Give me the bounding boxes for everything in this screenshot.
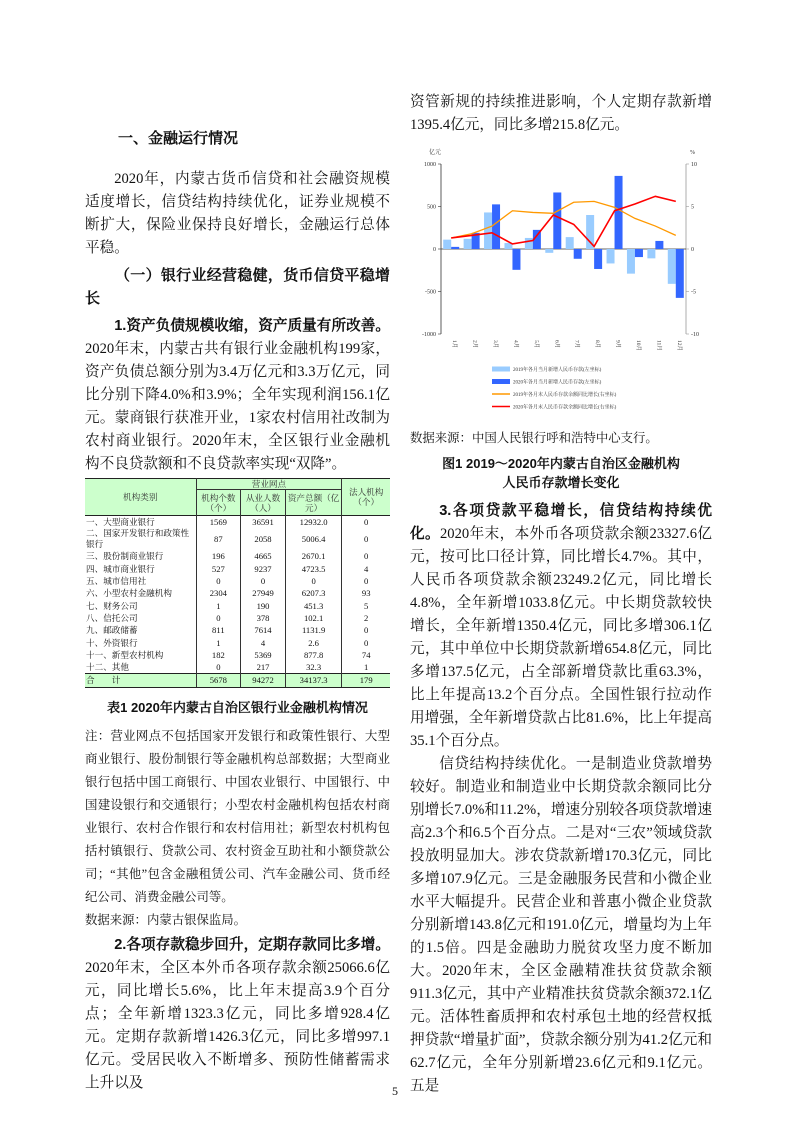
- left-tick-label: 0: [433, 247, 436, 253]
- cell-category: 七、财务公司: [86, 600, 138, 611]
- paragraph-heading: 3.各项贷款平稳增长，信贷结构持续优化。: [410, 503, 712, 542]
- legend-label: 2020年各月当月新增人民币存款(左坐标): [513, 380, 602, 386]
- bar-2019-11月: [647, 249, 655, 258]
- cell-staff: 378: [241, 612, 286, 624]
- figure-caption-line2: 人民币存款增长变化: [502, 475, 620, 490]
- cell-legal: 5: [342, 599, 390, 611]
- cell-legal: 0: [342, 624, 390, 636]
- table-caption: 表1 2020年内蒙古自治区银行业金融机构情况: [107, 699, 368, 715]
- table-row: [85, 575, 390, 587]
- paragraph-credit-structure: 信贷结构持续优化。一是制造业贷款增势较好。制造业和制造业中长期贷款余额同比分别增长7.0%和11.2%，增速分别较各项贷款增速高2.3个和6.5个百分点。二是对“三农”领域贷款投放明显加大。涉农贷款新增170.3亿元，同比多增107.9亿元。三是金融服务民营和小微企业水平大幅提升。民营企业和普惠小微企业贷款分别新增143.8亿元和191.0亿元，增量均为上年的1.5倍。四是金融助力脱贫攻坚力度不断加大。2020年末，全区金融精准扶贫贷款余额911.3亿元，其中产业精准扶贫贷款余额372.1亿元。活体牲畜质押和农村承包土地的经营权抵押贷款“增量扩面”，贷款余额分别为41.2亿元和62.7亿元，全年分别新增23.6亿元和9.1亿元。五是: [410, 756, 712, 1094]
- right-tick-label: 10: [691, 162, 697, 168]
- table-row: [85, 661, 390, 674]
- bar-2019-5月: [525, 238, 533, 249]
- cell-staff: 2058: [241, 528, 286, 550]
- month-label: 2月: [471, 340, 478, 349]
- bar-2020-1月: [451, 247, 459, 249]
- intro-paragraph: 2020年，内蒙古货币信贷和社会融资规模适度增长，信贷结构持续优化，证券业规模不断扩大，保险业保持良好增长，金融运行总体平稳。: [85, 171, 390, 256]
- subsection-title: （一）银行业经营稳健，货币信贷平稳增长: [85, 267, 390, 307]
- cell-category: 合 计: [85, 674, 196, 687]
- table-row: [85, 636, 390, 648]
- paragraph-heading: 2.各项存款稳步回升，定期存款同比多增。: [114, 936, 390, 953]
- deposit-growth-chart: [410, 143, 710, 423]
- right-tick-label: -5: [691, 289, 696, 296]
- cell-staff: 9237: [241, 563, 286, 575]
- month-label: 7月: [573, 340, 580, 349]
- cell-count: 1: [196, 599, 241, 611]
- cell-legal: 179: [342, 674, 390, 687]
- cell-assets: 12932.0: [285, 516, 342, 529]
- section-title: 一、金融运行情况: [118, 130, 239, 147]
- cell-assets: 0: [285, 575, 342, 587]
- bar-2019-2月: [464, 239, 472, 249]
- cell-category: 六、小型农村金融机构: [86, 588, 172, 599]
- cell-staff: 4: [241, 636, 286, 648]
- bar-2020-9月: [615, 176, 623, 249]
- cell-count: 1: [196, 636, 241, 648]
- table-row: [85, 528, 390, 550]
- month-label: 5月: [532, 340, 539, 349]
- cell-assets: 34137.3: [285, 674, 342, 687]
- bar-2020-6月: [553, 192, 561, 249]
- cell-staff: 36591: [241, 516, 286, 529]
- cell-category: 十、外资银行: [86, 637, 138, 648]
- month-label: 6月: [553, 340, 560, 349]
- cell-legal: 1: [342, 661, 390, 674]
- table-row: [85, 612, 390, 624]
- cell-assets: 6207.3: [285, 587, 342, 599]
- paragraph-assets: [85, 315, 390, 476]
- bar-2019-10月: [627, 249, 635, 274]
- bar-2019-7月: [566, 237, 574, 249]
- cell-assets: 877.8: [285, 649, 342, 661]
- month-label: 12月: [675, 340, 682, 352]
- right-tick-label: -10: [691, 332, 699, 338]
- header-staff: 从业人数（人）: [241, 490, 286, 516]
- left-tick-label: 500: [427, 204, 436, 211]
- cell-count: 182: [196, 649, 241, 661]
- cell-legal: 2: [342, 612, 390, 624]
- cell-count: 0: [196, 612, 241, 624]
- bar-2019-12月: [668, 249, 676, 284]
- cell-assets: 102.1: [285, 612, 342, 624]
- cell-staff: 7614: [241, 624, 286, 636]
- cell-legal: 0: [342, 516, 390, 529]
- bar-2020-3月: [492, 204, 500, 249]
- bar-2019-9月: [607, 249, 615, 263]
- month-label: 1月: [451, 340, 458, 349]
- bar-2020-10月: [635, 249, 643, 257]
- cell-category: 十二、其他: [86, 662, 129, 673]
- cell-staff: 27949: [241, 587, 286, 599]
- cell-legal: 0: [342, 550, 390, 562]
- cell-count: 87: [196, 528, 241, 550]
- table-row: [85, 587, 390, 599]
- cell-legal: 0: [342, 528, 390, 550]
- bar-2019-6月: [545, 249, 553, 253]
- table-row: [85, 550, 390, 562]
- bar-2019-1月: [443, 240, 451, 249]
- month-label: 9月: [614, 340, 621, 349]
- figure-caption-line1: 图1 2019～2020年内蒙古自治区金融机构: [442, 456, 680, 471]
- header-category: 机构类别: [85, 479, 196, 516]
- right-tick-label: 5: [691, 204, 694, 211]
- table-row: [85, 516, 390, 529]
- bar-2020-7月: [574, 249, 582, 259]
- legend-label: 2020年各月末人民币存款余额同比增长(右坐标): [513, 405, 617, 411]
- cell-staff: 190: [241, 599, 286, 611]
- cell-category: 四、城市商业银行: [86, 563, 155, 574]
- right-column: [410, 91, 712, 1098]
- cell-category: 二、国家开发银行和政策性银行: [86, 528, 190, 550]
- cell-staff: 94272: [241, 674, 286, 687]
- right-axis-unit: %: [690, 150, 695, 156]
- cell-count: 0: [196, 661, 241, 674]
- paragraph-loans: [410, 500, 712, 753]
- header-count: 机构个数（个）: [196, 490, 241, 516]
- cell-count: 811: [196, 624, 241, 636]
- cell-assets: 2670.1: [285, 550, 342, 562]
- banking-institutions-table: [85, 478, 390, 688]
- cell-assets: 5006.4: [285, 528, 342, 550]
- bar-2019-8月: [586, 215, 594, 249]
- chart-source: 数据来源：中国人民银行呼和浩特中心支行。: [410, 431, 658, 445]
- table-source: 数据来源：内蒙古银保监局。: [85, 912, 247, 927]
- cell-staff: 0: [241, 575, 286, 587]
- legend-swatch: [492, 379, 510, 384]
- month-label: 10月: [634, 340, 641, 352]
- cell-count: 196: [196, 550, 241, 562]
- month-label: 4月: [512, 340, 519, 349]
- paragraph-heading: 1.资产负债规模收缩，资产质量有所改善。: [114, 318, 390, 334]
- cell-staff: 4665: [241, 550, 286, 562]
- cell-staff: 217: [241, 661, 286, 674]
- bar-2020-11月: [655, 241, 663, 249]
- table-note: 注：营业网点不包括国家开发银行和政策性银行、大型商业银行、股份制银行等金融机构总部数据；大型商业银行包括中国工商银行、中国农业银行、中国银行、中国建设银行和交通银行；小型农村金融机构包括农村商业银行、农村合作银行和农村信用社；新型农村机构包括村镇银行、贷款公司、农村资金互助社和小额贷款公司；“其他”包含金融租赁公司、汽车金融公司、货币经纪公司、消费金融公司等。: [85, 728, 390, 904]
- cell-legal: 0: [342, 636, 390, 648]
- cell-count: 5678: [196, 674, 241, 687]
- left-tick-label: -1000: [422, 332, 436, 338]
- paragraph-text: 2020年末，全区本外币各项存款余额25066.6亿元，同比增长5.6%，比上年末提高3.9个百分点；全年新增1323.3亿元，同比多增928.4亿元。定期存款新增1426.3亿元，同比多增997.1亿元。受居民收入不断增多、预防性储蓄需求上升以及: [85, 959, 390, 1091]
- cell-legal: 4: [342, 563, 390, 575]
- cell-category: 五、城市信用社: [86, 576, 147, 587]
- paragraph-deposits-continued: 资管新规的持续推进影响，个人定期存款新增1395.4亿元，同比多增215.8亿元。: [410, 94, 712, 133]
- cell-category: 三、股份制商业银行: [86, 551, 164, 562]
- bar-2020-4月: [512, 249, 520, 270]
- table-row: [85, 649, 390, 661]
- table-total-row: [85, 674, 390, 687]
- cell-count: 2304: [196, 587, 241, 599]
- legend-swatch: [492, 367, 510, 372]
- cell-assets: 32.3: [285, 661, 342, 674]
- cell-count: 0: [196, 575, 241, 587]
- table-row: [85, 599, 390, 611]
- legend-label: 2019年各月末人民币存款余额同比增长(右坐标): [513, 393, 617, 398]
- cell-count: 527: [196, 563, 241, 575]
- header-outlets: 营业网点: [196, 479, 342, 490]
- paragraph-text: 2020年末，内蒙古共有银行业金融机构199家，资产负债总额分别为3.4万亿元和3.3万亿元，同比分别下降4.0%和3.9%；全年实现利润156.1亿元。蒙商银行获准开业，1家农村信用社改制为农村商业银行。2020年末，全区银行业金融机构不良贷款额和不良贷款率实现“双降”。: [85, 341, 390, 472]
- month-label: 3月: [492, 340, 499, 349]
- cell-assets: 4723.5: [285, 563, 342, 575]
- cell-category: 十一、新型农村机构: [86, 649, 164, 660]
- cell-legal: 93: [342, 587, 390, 599]
- bar-2020-8月: [594, 249, 602, 269]
- left-tick-label: 1000: [424, 162, 436, 168]
- table-row: [85, 624, 390, 636]
- cell-category: 一、大型商业银行: [86, 517, 155, 528]
- right-tick-label: 0: [691, 247, 694, 253]
- bar-2020-12月: [676, 249, 684, 298]
- cell-assets: 2.6: [285, 636, 342, 648]
- cell-assets: 1131.9: [285, 624, 342, 636]
- left-column: [85, 127, 390, 1095]
- header-assets: 资产总额（亿元）: [285, 490, 342, 516]
- cell-legal: 0: [342, 575, 390, 587]
- paragraph-deposits: [85, 934, 390, 1095]
- month-label: 8月: [594, 340, 601, 349]
- cell-legal: 74: [342, 649, 390, 661]
- table-row: [85, 563, 390, 575]
- cell-category: 八、信托公司: [86, 612, 138, 623]
- cell-staff: 5369: [241, 649, 286, 661]
- left-axis-unit: 亿元: [429, 150, 442, 156]
- cell-assets: 451.3: [285, 599, 342, 611]
- bar-2019-3月: [484, 212, 492, 249]
- cell-count: 1569: [196, 516, 241, 529]
- month-label: 11月: [655, 340, 662, 351]
- legend-label: 2019年各月当月新增人民币存款(左坐标): [513, 368, 602, 373]
- page-number: 5: [392, 1084, 398, 1098]
- header-legal: 法人机构（个）: [342, 479, 390, 516]
- paragraph-text: 2020年末，本外币各项贷款余额23327.6亿元，按可比口径计算，同比增长4.7%。其中，人民币各项贷款余额23249.2亿元，同比增长4.8%，全年新增1033.8亿元。中长期贷款较快增长，全年新增1350.4亿元，同比多增306.1亿元，其中单位中长期贷款新增654.8亿元，同比多增137.5亿元，占全部新增贷款比重63.3%，比上年提高13.2个百分点。全国性银行拉动作用增强，全年新增贷款占比81.6%，比上年提高35.1个百分点。: [410, 526, 712, 749]
- cell-category: 九、邮政储蓄: [86, 625, 138, 636]
- left-tick-label: -500: [425, 289, 436, 296]
